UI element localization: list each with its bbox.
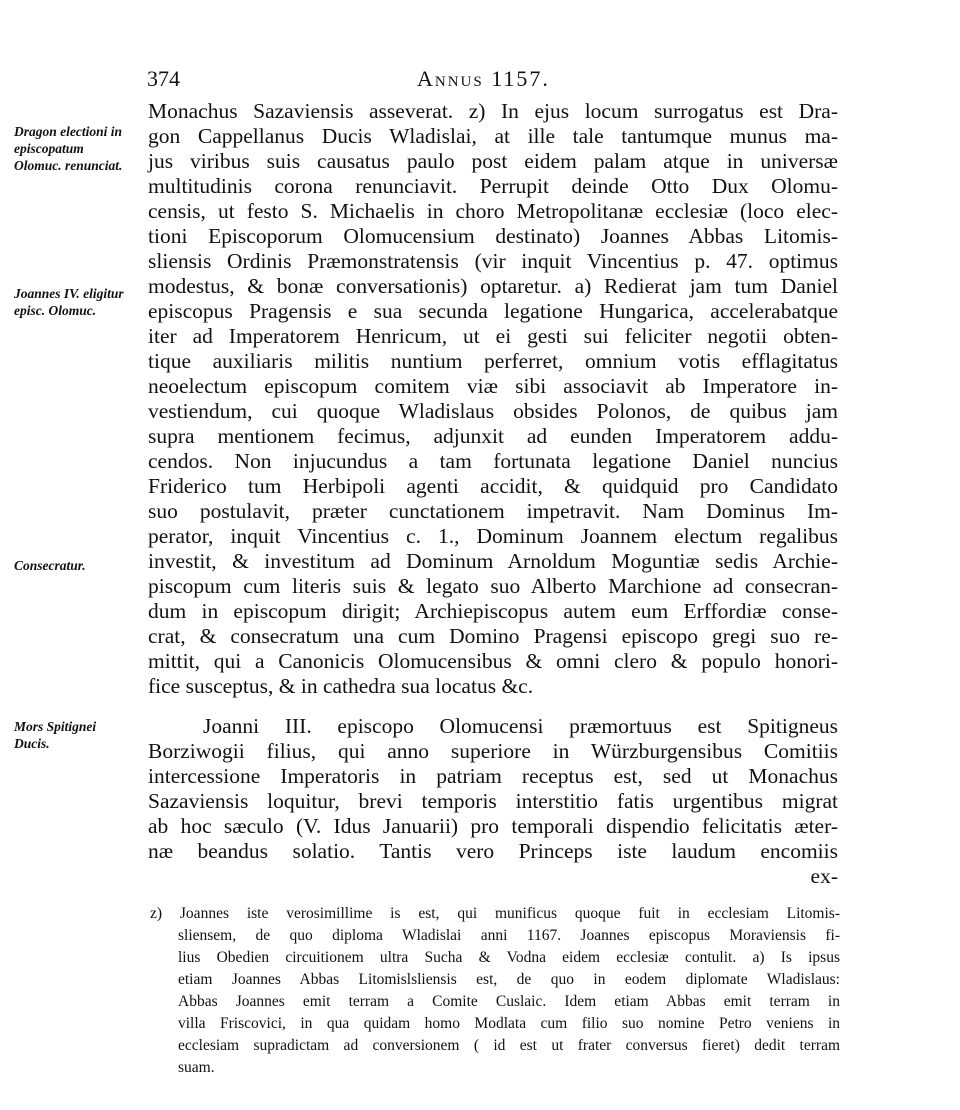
footnote-line: ecclesiam supradictam ad conversionem ( id est ut frater conversus fieret) dedit terram bbox=[178, 1037, 840, 1054]
footnote-line: villa Friscovici, in qua quidam homo Modlata cum filio suo nomine Petro veniens in bbox=[178, 1015, 840, 1032]
body-line: næ beandus solatio. Tantis vero Princeps iste laudum encomiis bbox=[148, 839, 838, 863]
body-line: Joanni III. episcopo Olomucensi præmortuus est Spitigneus bbox=[203, 714, 838, 738]
body-line: Monachus Sazaviensis asseverat. z) In ejus locum surrogatus est Dra- bbox=[148, 99, 838, 123]
body-line: jus viribus suis causatus paulo post eidem palam atque in universæ bbox=[148, 149, 838, 173]
body-line: intercessione Imperatoris in patriam receptus est, sed ut Monachus bbox=[148, 764, 838, 788]
body-line: supra mentionem fecimus, adjunxit ad eunden Imperatorem addu- bbox=[148, 424, 838, 448]
margin-note-dragon: Dragon electioni in episcopatum Olomuc. renunciat. bbox=[14, 124, 123, 173]
footnote-line: Abbas Joannes emit terram a Comite Cuslaic. Idem etiam Abbas emit terram in bbox=[178, 993, 840, 1010]
body-line: piscopum cum literis suis & legato suo Alberto Marchione ad consecran- bbox=[148, 574, 838, 598]
body-line: iter ad Imperatorem Henricum, ut ei gesti sui feliciter negotii obten- bbox=[148, 324, 838, 348]
body-line: dum in episcopum dirigit; Archiepiscopus autem eum Erffordiæ conse- bbox=[148, 599, 838, 623]
body-line: censis, ut festo S. Michaelis in choro Metropolitanæ ecclesiæ (loco elec- bbox=[148, 199, 838, 223]
margin-note-consecratur: Consecratur. bbox=[14, 558, 86, 573]
body-line: multitudinis corona renunciavit. Perrupit deinde Otto Dux Olomu- bbox=[148, 174, 838, 198]
margin-note-joannes: Joannes IV. eligitur episc. Olomuc. bbox=[14, 286, 124, 318]
body-line: Sazaviensis loquitur, brevi temporis interstitio fatis urgentibus migrat bbox=[148, 789, 838, 813]
body-line: tioni Episcoporum Olomucensium destinato) Joannes Abbas Litomis- bbox=[148, 224, 838, 248]
footnote-line: suam. bbox=[178, 1059, 215, 1076]
body-line: suo postulavit, præter cunctationem impetravit. Nam Dominus Im- bbox=[148, 499, 838, 523]
footnote-line: lius Obedien circuitionem ultra Sucha & Vodna eidem ecclesiæ contulit. a) Is ipsus bbox=[178, 949, 840, 966]
footnote-line: sliensem, de quo diploma Wladislai anni 1167. Joannes episcopus Moraviensis fi- bbox=[178, 927, 840, 944]
page-header bbox=[147, 66, 837, 94]
body-line: Borziwogii filius, qui anno superiore in Würzburgensibus Comitiis bbox=[148, 739, 838, 763]
body-line: episcopus Pragensis e sua secunda legatione Hungarica, accelerabatque bbox=[148, 299, 838, 323]
body-line: fice susceptus, & in cathedra sua locatus &c. bbox=[148, 674, 534, 698]
running-head: Annus 1157. bbox=[417, 66, 550, 91]
body-line: tique auxiliaris militis nuntium perferret, omnium votis efflagitatus bbox=[148, 349, 838, 373]
margin-note-mors: Mors Spitignei Ducis. bbox=[14, 719, 97, 751]
body-line: investit, & investitum ad Dominum Arnoldum Moguntiæ sedis Archie- bbox=[148, 549, 838, 573]
footnote-line: etiam Joannes Abbas Litomislsliensis est, de quo in eodem diplomate Wladislaus: bbox=[178, 971, 840, 988]
body-line: ab hoc sæculo (V. Idus Januarii) pro temporali dispendio felicitatis æter- bbox=[148, 814, 838, 838]
body-line: crat, & consecratum una cum Domino Pragensi episcopo gregi suo re- bbox=[148, 624, 838, 648]
page-number: 374 bbox=[147, 66, 180, 91]
body-line: mittit, qui a Canonicis Olomucensibus & omni clero & populo honori- bbox=[148, 649, 838, 673]
body-line: gon Cappellanus Ducis Wladislai, at ille tale tantumque munus ma- bbox=[148, 124, 838, 148]
body-line: vestiendum, cui quoque Wladislaus obsides Polonos, de quibus jam bbox=[148, 399, 838, 423]
footnote-line: z) Joannes iste verosimillime is est, qui munificus quoque fuit in ecclesiam Litomis- bbox=[150, 905, 840, 922]
body-line: perator, inquit Vincentius c. 1., Dominum Joannem electum regalibus bbox=[148, 524, 838, 548]
body-line: modestus, & bonæ conversationis) optaretur. a) Redierat jam tum Daniel bbox=[148, 274, 838, 298]
catchword: ex- bbox=[810, 864, 838, 888]
body-line: cendos. Non injucundus a tam fortunata legatione Daniel nuncius bbox=[148, 449, 838, 473]
body-line: neoelectum episcopum comitem viæ sibi associavit ab Imperatore in- bbox=[148, 374, 838, 398]
body-line: sliensis Ordinis Præmonstratensis (vir inquit Vincentius p. 47. optimus bbox=[148, 249, 838, 273]
body-line: Friderico tum Herbipoli agenti accidit, & quidquid pro Candidato bbox=[148, 474, 838, 498]
